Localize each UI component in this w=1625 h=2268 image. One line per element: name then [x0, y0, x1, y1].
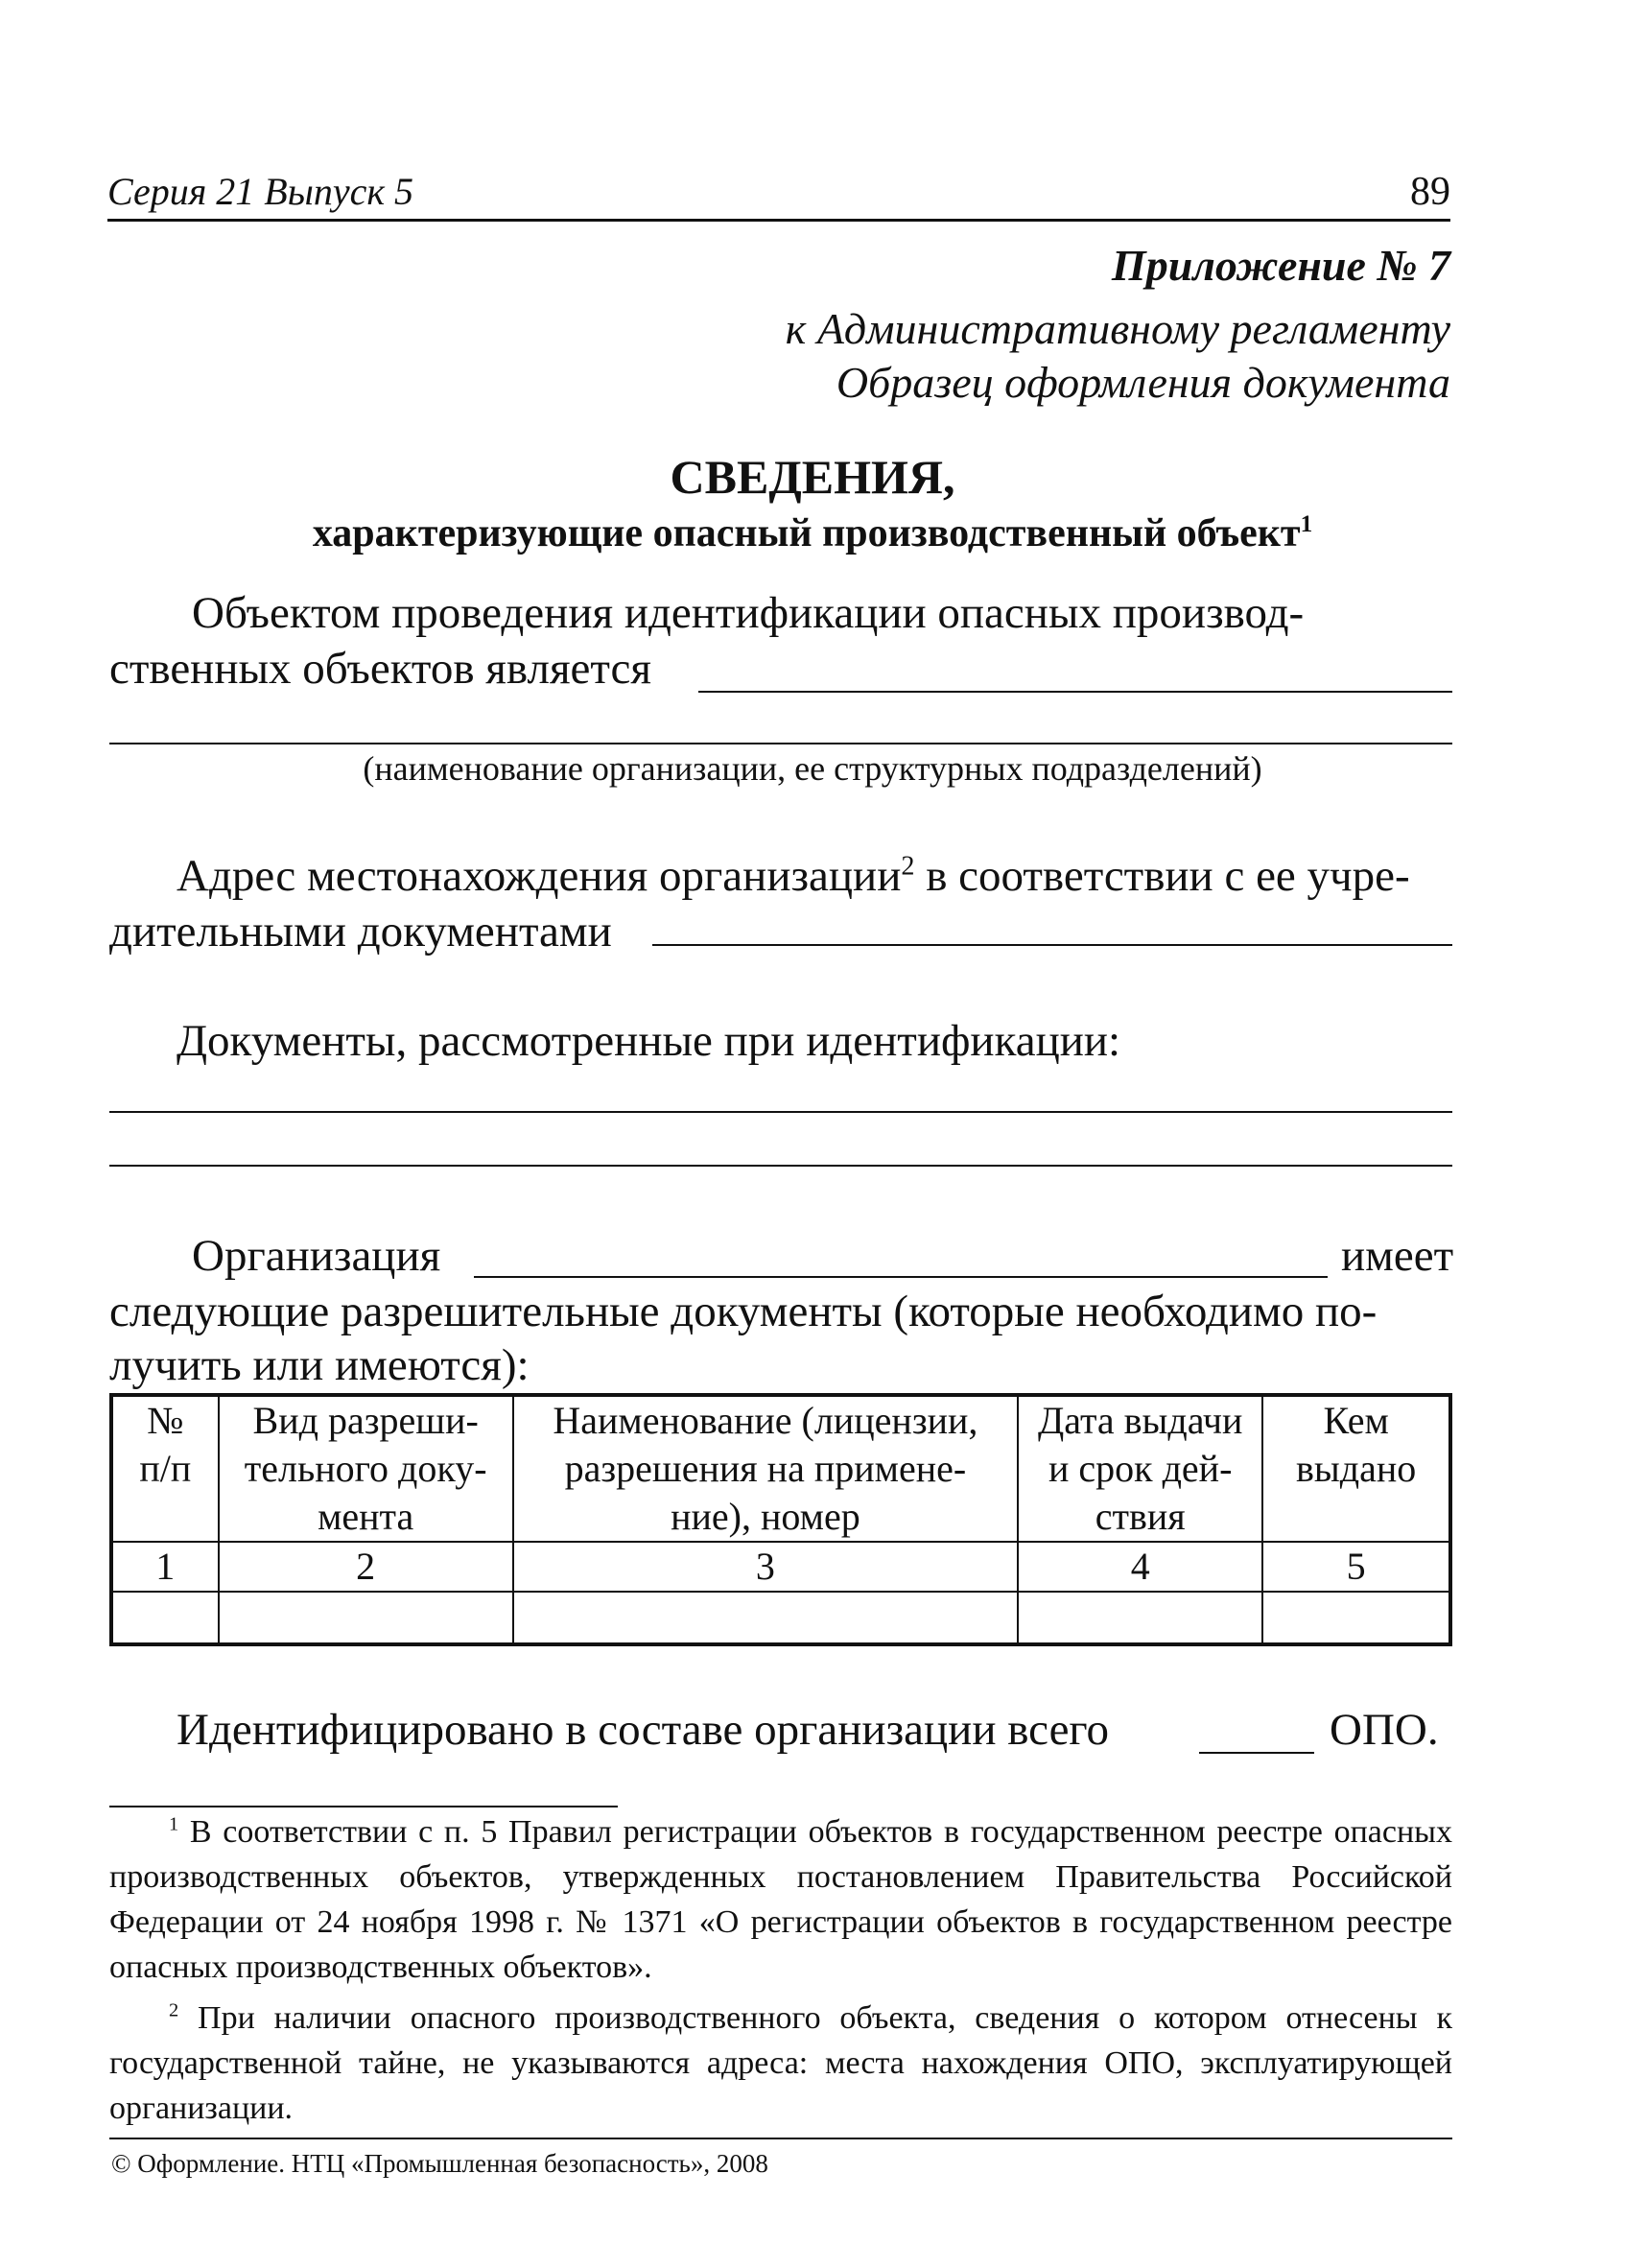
footnote-1 [109, 1809, 1452, 1990]
permits-table [109, 1393, 1452, 1646]
footnote-2-mark: 2 [169, 1999, 179, 2021]
subtitle-text: характеризующие опасный производственный объект [312, 511, 1301, 555]
appendix-sample-note: Образец оформления документа [836, 358, 1450, 407]
footnote-1-mark: 1 [169, 1813, 179, 1835]
appendix-number: Приложение № 7 [1111, 241, 1450, 290]
organization-label: Организация [192, 1231, 441, 1281]
table-header-row [111, 1395, 1450, 1542]
appendix-reference: к Административному регламенту [785, 304, 1450, 353]
col-header-issue-date: Дата выдачи и срок дей- ствия [1018, 1395, 1262, 1542]
address-line-2: дительными документами [109, 907, 612, 957]
col-number-cell: 3 [513, 1542, 1018, 1592]
object-line-1: Объектом проведения идентификации опасных производ- [192, 588, 1305, 638]
series-label: Серия 21 Выпуск 5 [107, 170, 414, 213]
permits-line-2: следующие разрешительные документы (которые необходимо по- [109, 1287, 1378, 1336]
footnote-1-text: В соответствии с п. 5 Правил регистрации объектов в государственном реестре опасных производственных объектов, утвержденных постановлением Правительства Российской Федерации от 24 ноября 1998 г. № 1371 «О регистрации объектов в государственном реестре опасных производственных объектов». [109, 1814, 1453, 1985]
identified-suffix: ОПО. [1330, 1705, 1439, 1755]
permits-line-3: лучить или имеются): [109, 1340, 530, 1390]
table-row [111, 1592, 1450, 1644]
col-header-doc-name: Наименование (лицензии, разрешения на примене- ние), номер [513, 1395, 1018, 1542]
documents-fill-line-2 [109, 1165, 1452, 1167]
footnote-divider [109, 1806, 618, 1807]
bottom-divider [109, 2138, 1452, 2139]
address-text-b: в соответствии с ее учре- [914, 851, 1410, 901]
col-header-number: № п/п [111, 1395, 219, 1542]
address-fill-line [652, 944, 1452, 946]
table-cell [111, 1592, 219, 1644]
object-fill-line-2 [109, 743, 1452, 744]
object-fill-line [698, 691, 1452, 693]
col-number-cell: 4 [1018, 1542, 1262, 1592]
copyright-line: © Оформление. НТЦ «Промышленная безопасность», 2008 [111, 2149, 768, 2178]
document-subtitle [0, 510, 1625, 556]
footnote-2-text: При наличии опасного производственного объекта, сведения о котором отнесены к государственной тайне, не указываются адреса: места нахождения ОПО, эксплуатирующей организации. [109, 2000, 1453, 2126]
document-title: СВЕДЕНИЯ, [670, 450, 955, 504]
documents-line: Документы, рассмотренные при идентификации: [177, 1016, 1121, 1066]
object-line-2: ственных объектов является [109, 644, 652, 694]
identified-count-line [1199, 1752, 1314, 1754]
col-number-cell: 1 [111, 1542, 219, 1592]
col-header-issued-by: Кем выдано [1262, 1395, 1450, 1542]
table-cell [1262, 1592, 1450, 1644]
footnote-ref-2: 2 [901, 851, 915, 882]
col-number-cell: 5 [1262, 1542, 1450, 1592]
documents-fill-line-1 [109, 1111, 1452, 1113]
table-cell [513, 1592, 1018, 1644]
footnote-ref-1: 1 [1300, 511, 1313, 537]
footnote-2 [109, 1996, 1452, 2131]
identified-text: Идентифицировано в составе организации всего [177, 1705, 1110, 1755]
table-row [111, 1542, 1450, 1592]
page-number: 89 [1410, 170, 1450, 214]
table-cell [219, 1592, 513, 1644]
address-line-1 [177, 850, 1410, 902]
object-caption: (наименование организации, ее структурных подразделений) [363, 749, 1262, 788]
organization-has: имеет [1341, 1231, 1454, 1281]
running-header [107, 169, 1450, 222]
organization-fill-line [474, 1276, 1328, 1278]
table-cell [1018, 1592, 1262, 1644]
address-text-a: Адрес местонахождения организации [177, 851, 902, 901]
col-number-cell: 2 [219, 1542, 513, 1592]
col-header-doc-type: Вид разреши- тельного доку- мента [219, 1395, 513, 1542]
